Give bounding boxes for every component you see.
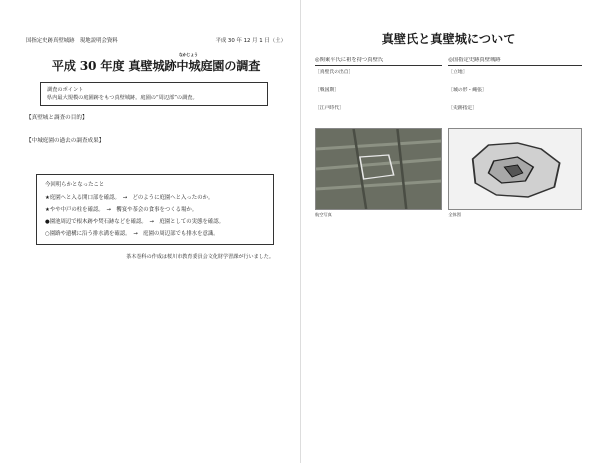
column-heading-site: ◎国指定史跡真壁城跡 — [448, 57, 582, 66]
paragraph-designation — [448, 113, 582, 120]
aerial-photo-image — [316, 129, 441, 209]
point-box-text: 県内最大規模の庭園跡をもつ真壁城跡。庭園の“周辺部”の調査。 — [47, 95, 198, 101]
findings-box — [36, 174, 274, 245]
subheading-layout: ［城の形・縄張］ — [448, 88, 487, 93]
castle-plan-caption: 全体図 — [448, 212, 461, 217]
findings-item: ★やや中戸の柱を確認。 → 饗宴や茶会の食事をつくる場か。 — [45, 207, 198, 213]
paragraph-layout — [448, 95, 582, 102]
castle-plan-image — [449, 129, 581, 209]
section-title-past-results: 【中城庭園の過去の調査成果】 — [26, 138, 105, 144]
section-title-purpose: 【真壁城と調査の目的】 — [26, 115, 88, 121]
title-ruby: なかじょう — [178, 52, 198, 57]
right-page — [300, 0, 600, 463]
paragraph-sengoku — [315, 95, 442, 102]
credit-line: 茶木巻科の作成は桜川市教育委員会文化財学習課が行いました。 — [126, 254, 274, 260]
date-label: 平成 30 年 12 月 1 日（土） — [215, 38, 286, 44]
organization-label: 国指定史跡真壁城跡 現地説明会資料 — [26, 38, 118, 44]
title-ruby-base: 中城 — [176, 59, 201, 73]
findings-heading: 今回明らかとなったこと — [45, 182, 105, 188]
findings-item: ★庭園へと入る開口部を確認。 → どのように庭園へと入ったのか。 — [45, 195, 214, 201]
column-castle-site — [448, 57, 582, 218]
paragraph-past-results-2 — [26, 154, 286, 162]
header-row — [26, 38, 286, 45]
subheading-origin: ［真壁氏の出自］ — [315, 70, 354, 75]
title-ruby-wrap — [176, 52, 201, 74]
page-title — [26, 52, 286, 74]
subheading-sengoku: ［戦国期］ — [315, 88, 339, 93]
column-heading-clan: ◎関東平氏に祖を持つ真壁氏 — [315, 57, 442, 66]
subheading-location: ［立地］ — [448, 70, 468, 75]
point-box-heading: 調査のポイント — [47, 87, 84, 93]
paragraph-edo — [315, 113, 442, 120]
paragraph-origin — [315, 77, 442, 84]
castle-plan-map — [448, 128, 582, 210]
right-page-title: 真壁氏と真壁城について — [381, 32, 516, 46]
title-part-after: 庭園の調査 — [200, 59, 261, 73]
findings-item: ○園路や遺構に沿う排水溝を確認。 → 庭園の周辺部でも排水を意識。 — [45, 231, 219, 237]
aerial-photo-caption: 航空写真 — [315, 212, 332, 217]
right-columns — [315, 57, 582, 218]
paragraph-purpose — [26, 123, 286, 131]
paragraph-location — [448, 77, 582, 84]
findings-item: ●園池周辺で根木跡や焚石跡などを確認。 → 庭園としての実態を確認。 — [45, 219, 225, 225]
subheading-edo: ［江戸時代］ — [315, 106, 344, 111]
aerial-photo — [315, 128, 442, 210]
subheading-designation: ［史跡指定］ — [448, 106, 478, 111]
column-makabe-clan — [315, 57, 442, 218]
paragraph-past-results-1 — [26, 146, 286, 154]
title-part-before: 平成 30 年度 真壁城跡 — [51, 59, 177, 73]
point-box — [40, 82, 268, 106]
